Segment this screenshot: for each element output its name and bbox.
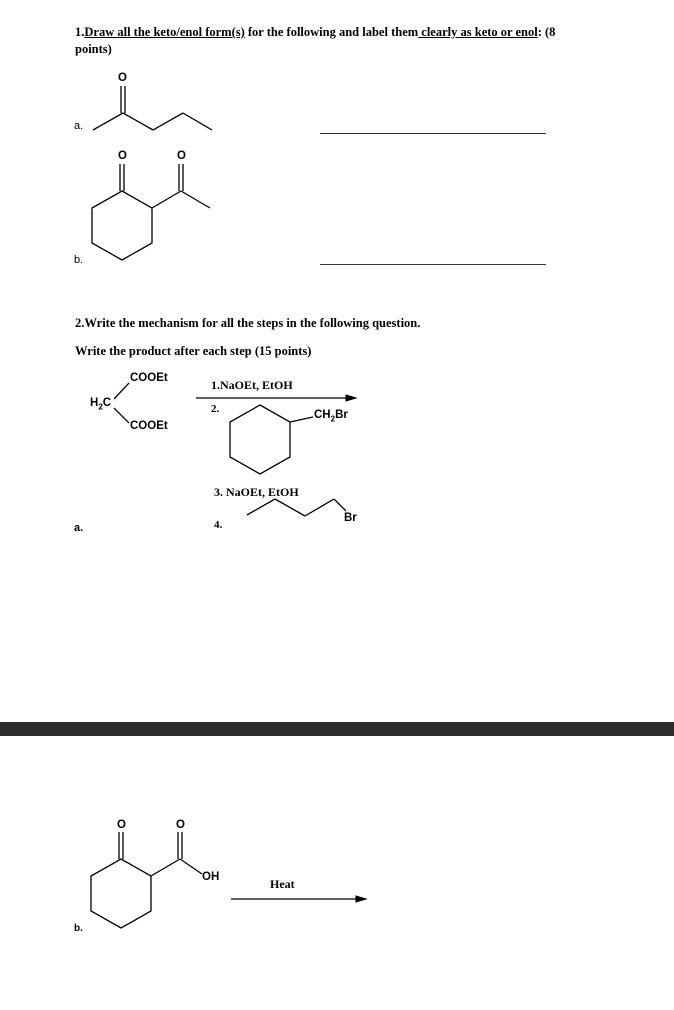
heat-arrow: [231, 896, 366, 902]
cooet-top: COOEt: [130, 372, 168, 384]
oxygen-label: O: [176, 819, 185, 831]
q1-label-a: a.: [74, 120, 84, 132]
q1-instruction: for the following and label them: [244, 25, 419, 39]
q2-heading: 2.Write the mechanism for all the steps in the following question.: [75, 316, 421, 330]
reagent-step-3: 3. NaOEt, EtOH: [214, 485, 299, 499]
q1-label-b: b.: [74, 254, 84, 266]
molecule-bromobutane: [247, 499, 346, 516]
q2-label-a: a.: [74, 522, 84, 534]
ch2br-sub: 2: [330, 414, 336, 424]
molecule-butanone: [93, 86, 212, 130]
q1-points: points): [75, 42, 112, 56]
bromide-label: Br: [344, 512, 357, 524]
q2-label-b: b.: [74, 923, 83, 934]
q1-points-start: : (8: [537, 25, 556, 39]
q1-prefix: 1.: [75, 25, 85, 39]
molecule-cyclohexylmethyl-bromide: [230, 405, 313, 474]
hydroxyl-label: OH: [202, 871, 220, 883]
q2-subheading: Write the product after each step (15 points): [75, 344, 312, 358]
h2c-c: C: [102, 397, 112, 409]
cooet-bottom: COOEt: [130, 420, 168, 432]
heat-condition: Heat: [270, 877, 295, 891]
h2c-sub: 2: [98, 402, 103, 412]
oxygen-label: O: [117, 819, 126, 831]
oxygen-label: O: [118, 72, 127, 84]
reagent-step-2: 2.: [211, 403, 220, 415]
molecule-oxocyclohexanecarboxylic-acid: [91, 832, 202, 928]
reagent-step-1: 1.NaOEt, EtOH: [211, 378, 293, 392]
reagent-step-4: 4.: [214, 519, 223, 531]
oxygen-label: O: [118, 150, 127, 162]
molecule-acetylcyclohexanone: [92, 164, 210, 260]
ch2br-br: Br: [335, 409, 348, 421]
reaction-arrow: [196, 395, 356, 401]
ch2br-ch: CH: [314, 409, 331, 421]
molecule-diethyl-malonate: [114, 383, 129, 423]
oxygen-label: O: [177, 150, 186, 162]
q1-label-instruction: clearly as keto or enol: [418, 25, 538, 39]
h2c-h: H: [90, 397, 99, 409]
q1-instruction-underlined: Draw all the keto/enol form(s): [84, 25, 245, 39]
